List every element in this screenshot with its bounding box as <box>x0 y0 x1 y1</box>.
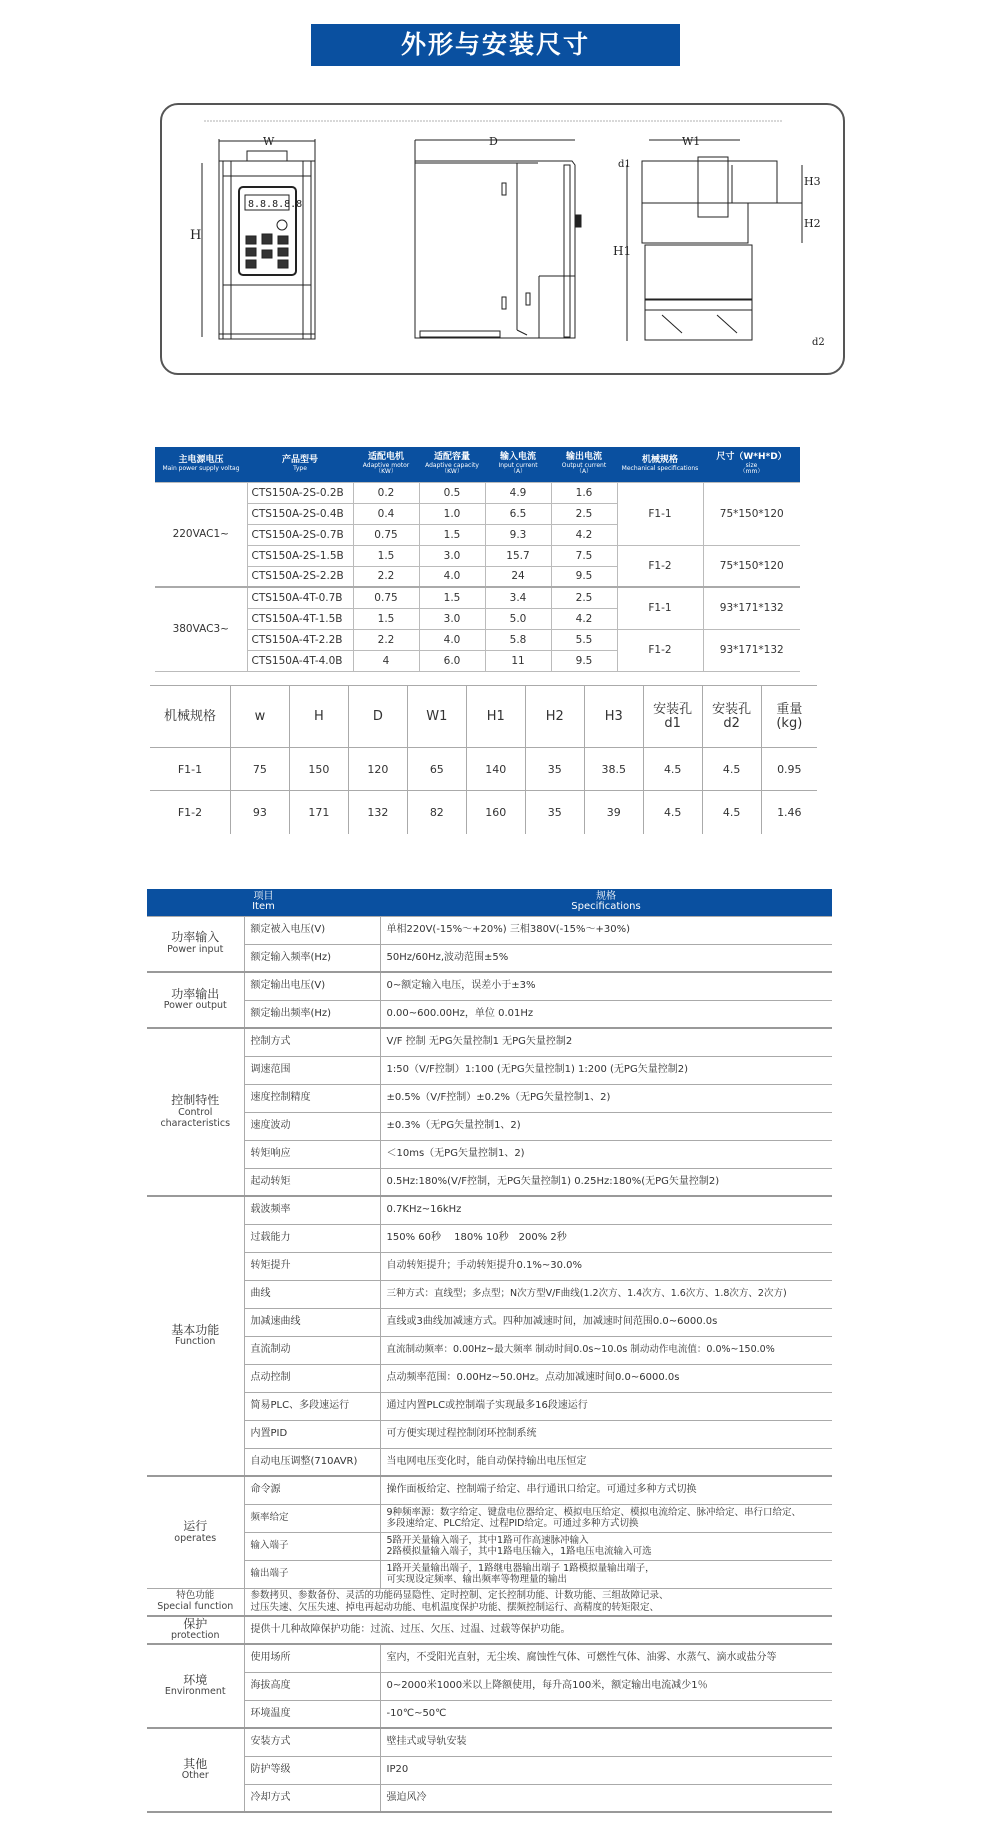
model-table-header <box>155 447 800 482</box>
model-table <box>155 447 800 672</box>
table-row: 转矩响应 ＜10ms（无PG矢量控制1、2) <box>147 1140 832 1168</box>
svg-text:W1: W1 <box>682 135 701 148</box>
svg-text:d1: d1 <box>618 159 631 170</box>
category-special-function: 特色功能 Special function <box>147 1588 244 1616</box>
table-row: 基本功能 Function 载波频率 0.7KHz~16kHz <box>147 1196 832 1224</box>
side-view <box>415 135 581 338</box>
svg-text:H: H <box>190 228 202 243</box>
table-row: CTS150A-2S-2.2B 2.2 4.0 24 9.5 <box>155 566 800 587</box>
table-row: 简易PLC、多段速运行 通过内置PLC或控制端子实现最多16段速运行 <box>147 1392 832 1420</box>
th-output: 输出电流 Output current （A） <box>551 447 617 482</box>
dimension-table <box>150 685 817 834</box>
table-row: 环境温度 -10℃~50℃ <box>147 1700 832 1728</box>
th-capacity: 适配容量 Adaptive capacity （KW） <box>419 447 485 482</box>
table-row: 环境 Environment 使用场所 室内，不受阳光直射，无尘埃、腐蚀性气体、可燃性气体、油雾、水蒸气、滴水或盐分等 <box>147 1644 832 1672</box>
category-environment: 环境 Environment <box>147 1644 244 1728</box>
svg-text:d2: d2 <box>812 337 825 348</box>
spec-table-header <box>147 889 832 916</box>
table-row: 自动电压调整(710AVR) 当电网电压变化时，能自动保持输出电压恒定 <box>147 1448 832 1476</box>
dimension-header-row: 机械规格 w H D W1 H1 H2 H3 安装孔 d1 安装孔 d2 重量 (kg) <box>150 686 817 748</box>
table-row: 直流制动 直流制动频率：0.00Hz~最大频率 制动时间0.0s~10.0s 制动动作电流值：0.0%~150.0% <box>147 1336 832 1364</box>
category-function: 基本功能 Function <box>147 1196 244 1476</box>
table-row: 加减速曲线 直线或3曲线加减速方式。四种加减速时间，加减速时间范围0.0~6000.0s <box>147 1308 832 1336</box>
svg-text:H3: H3 <box>804 175 821 188</box>
table-row: 功率输入 Power input 额定被入电压(V) 单相220V(-15%～+20%) 三相380V(-15%～+30%) <box>147 916 832 944</box>
rear-view <box>613 135 825 348</box>
table-row: 特色功能 Special function 参数拷贝、参数备份、灵活的功能码显隐性、定时控制、定长控制功能、计数功能、三组故障记录、 过压失速、欠压失速、掉电再起动功能、电机温度保护功能、摆频控制运行、高精度的转矩限定、 <box>147 1588 832 1616</box>
voltage-cell: 380VAC3~ <box>155 587 247 671</box>
table-row: 速度控制精度 ±0.5%（V/F控制）±0.2%（无PG矢量控制1、2) <box>147 1084 832 1112</box>
table-row: CTS150A-4T-1.5B 1.5 3.0 5.0 4.2 <box>155 608 800 629</box>
table-row: CTS150A-2S-0.4B 0.4 1.0 6.5 2.5 <box>155 503 800 524</box>
table-row: F1-1 75 150 120 65 140 35 38.5 4.5 4.5 0.95 <box>150 748 817 791</box>
table-row: 额定输入频率(Hz) 50Hz/60Hz,波动范围±5% <box>147 944 832 972</box>
table-row: 调速范围 1:50（V/F控制）1:100 (无PG矢量控制1) 1:200 (无PG矢量控制2) <box>147 1056 832 1084</box>
th-type: 产品型号 Type <box>247 447 353 482</box>
th-item: 项目 Item <box>147 889 380 916</box>
svg-text:H2: H2 <box>804 217 821 230</box>
table-row: 曲线 三种方式：直线型；多点型；N次方型V/F曲线(1.2次方、1.4次方、1.6次方、1.8次方、2次方) <box>147 1280 832 1308</box>
table-row: 防护等级 IP20 <box>147 1756 832 1784</box>
table-row: 功率输出 Power output 额定输出电压(V) 0~额定输入电压，误差小于±3% <box>147 972 832 1000</box>
th-mech: 机械规格 Mechanical specifications <box>617 447 703 482</box>
table-row: 点动控制 点动频率范围：0.00Hz~50.0Hz。点动加减速时间0.0~6000.0s <box>147 1364 832 1392</box>
table-row: 海拔高度 0~2000米1000米以上降额使用，每升高100米，额定输出电流减少1％ <box>147 1672 832 1700</box>
table-row: 380VAC3~ CTS150A-4T-0.7B 0.75 1.5 3.4 2.5 F1-1 93*171*132 <box>155 587 800 608</box>
category-other: 其他 Other <box>147 1728 244 1812</box>
voltage-cell: 220VAC1~ <box>155 482 247 587</box>
table-row: CTS150A-2S-0.7B 0.75 1.5 9.3 4.2 <box>155 524 800 545</box>
table-row: CTS150A-4T-2.2B 2.2 4.0 5.8 5.5 F1-2 93*171*132 <box>155 629 800 650</box>
page-title: 外形与安装尺寸 <box>311 24 680 66</box>
table-row: 其他 Other 安装方式 壁挂式或导轨安装 <box>147 1728 832 1756</box>
table-row: 输入端子 5路开关量输入端子，其中1路可作高速脉冲输入 2路模拟量输入端子，其中1路电压输入，1路电压电流输入可选 <box>147 1532 832 1560</box>
table-row: 起动转矩 0.5Hz:180%(V/F控制，无PG矢量控制1) 0.25Hz:180%(无PG矢量控制2) <box>147 1168 832 1196</box>
table-row: 转矩提升 自动转矩提升；手动转矩提升0.1%~30.0% <box>147 1252 832 1280</box>
table-row: 速度波动 ±0.3%（无PG矢量控制1、2) <box>147 1112 832 1140</box>
category-power-input: 功率输入 Power input <box>147 916 244 972</box>
table-row: 过载能力 150% 60秒 180% 10秒 200% 2秒 <box>147 1224 832 1252</box>
table-row: 额定输出频率(Hz) 0.00~600.00Hz，单位 0.01Hz <box>147 1000 832 1028</box>
table-row: 控制特性 Control characteristics 控制方式 V/F 控制 无PG矢量控制1 无PG矢量控制2 <box>147 1028 832 1056</box>
table-row: 运行 operates 命令源 操作面板给定、控制端子给定、串行通讯口给定。可通过多种方式切换 <box>147 1476 832 1504</box>
table-row: 内置PID 可方便实现过程控制闭环控制系统 <box>147 1420 832 1448</box>
table-row: CTS150A-4T-4.0B 4 6.0 11 9.5 <box>155 650 800 671</box>
table-row: F1-2 93 171 132 82 160 35 39 4.5 4.5 1.46 <box>150 791 817 834</box>
th-voltage: 主电源电压 Main power supply voltag <box>155 447 247 482</box>
table-row: CTS150A-2S-1.5B 1.5 3.0 15.7 7.5 F1-2 75*150*120 <box>155 545 800 566</box>
table-row: 220VAC1~ CTS150A-2S-0.2B 0.2 0.5 4.9 1.6 F1-1 75*150*120 <box>155 482 800 503</box>
th-motor: 适配电机 Adaptive motor （KW） <box>353 447 419 482</box>
table-row: 保护 protection 提供十几种故障保护功能：过流、过压、欠压、过温、过载等保护功能。 <box>147 1616 832 1644</box>
spec-table <box>147 889 832 1813</box>
category-protection: 保护 protection <box>147 1616 244 1644</box>
svg-text:W: W <box>263 135 275 148</box>
front-view <box>190 135 315 339</box>
svg-text:8.8.8.8.8: 8.8.8.8.8 <box>248 199 303 210</box>
svg-text:H1: H1 <box>613 244 632 258</box>
th-spec: 规格 Specifications <box>380 889 832 916</box>
category-operates: 运行 operates <box>147 1476 244 1588</box>
th-size: 尺寸（W*H*D） size （mm） <box>703 447 800 482</box>
table-row: 输出端子 1路开关量输出端子，1路继电器输出端子 1路模拟量输出端子， 可实现设定频率、输出频率等物理量的输出 <box>147 1560 832 1588</box>
category-power-output: 功率输出 Power output <box>147 972 244 1028</box>
table-row: 冷却方式 强迫风冷 <box>147 1784 832 1812</box>
category-control: 控制特性 Control characteristics <box>147 1028 244 1196</box>
table-row: 频率给定 9种频率源：数字给定、键盘电位器给定、模拟电压给定、模拟电流给定、脉冲给定、串行口给定、 多段速给定、PLC给定、过程PID给定。可通过多种方式切换 <box>147 1504 832 1532</box>
dimension-drawing <box>160 103 845 375</box>
drawing-svg <box>162 105 847 377</box>
th-input: 输入电流 Input current （A） <box>485 447 551 482</box>
svg-text:D: D <box>489 135 498 148</box>
